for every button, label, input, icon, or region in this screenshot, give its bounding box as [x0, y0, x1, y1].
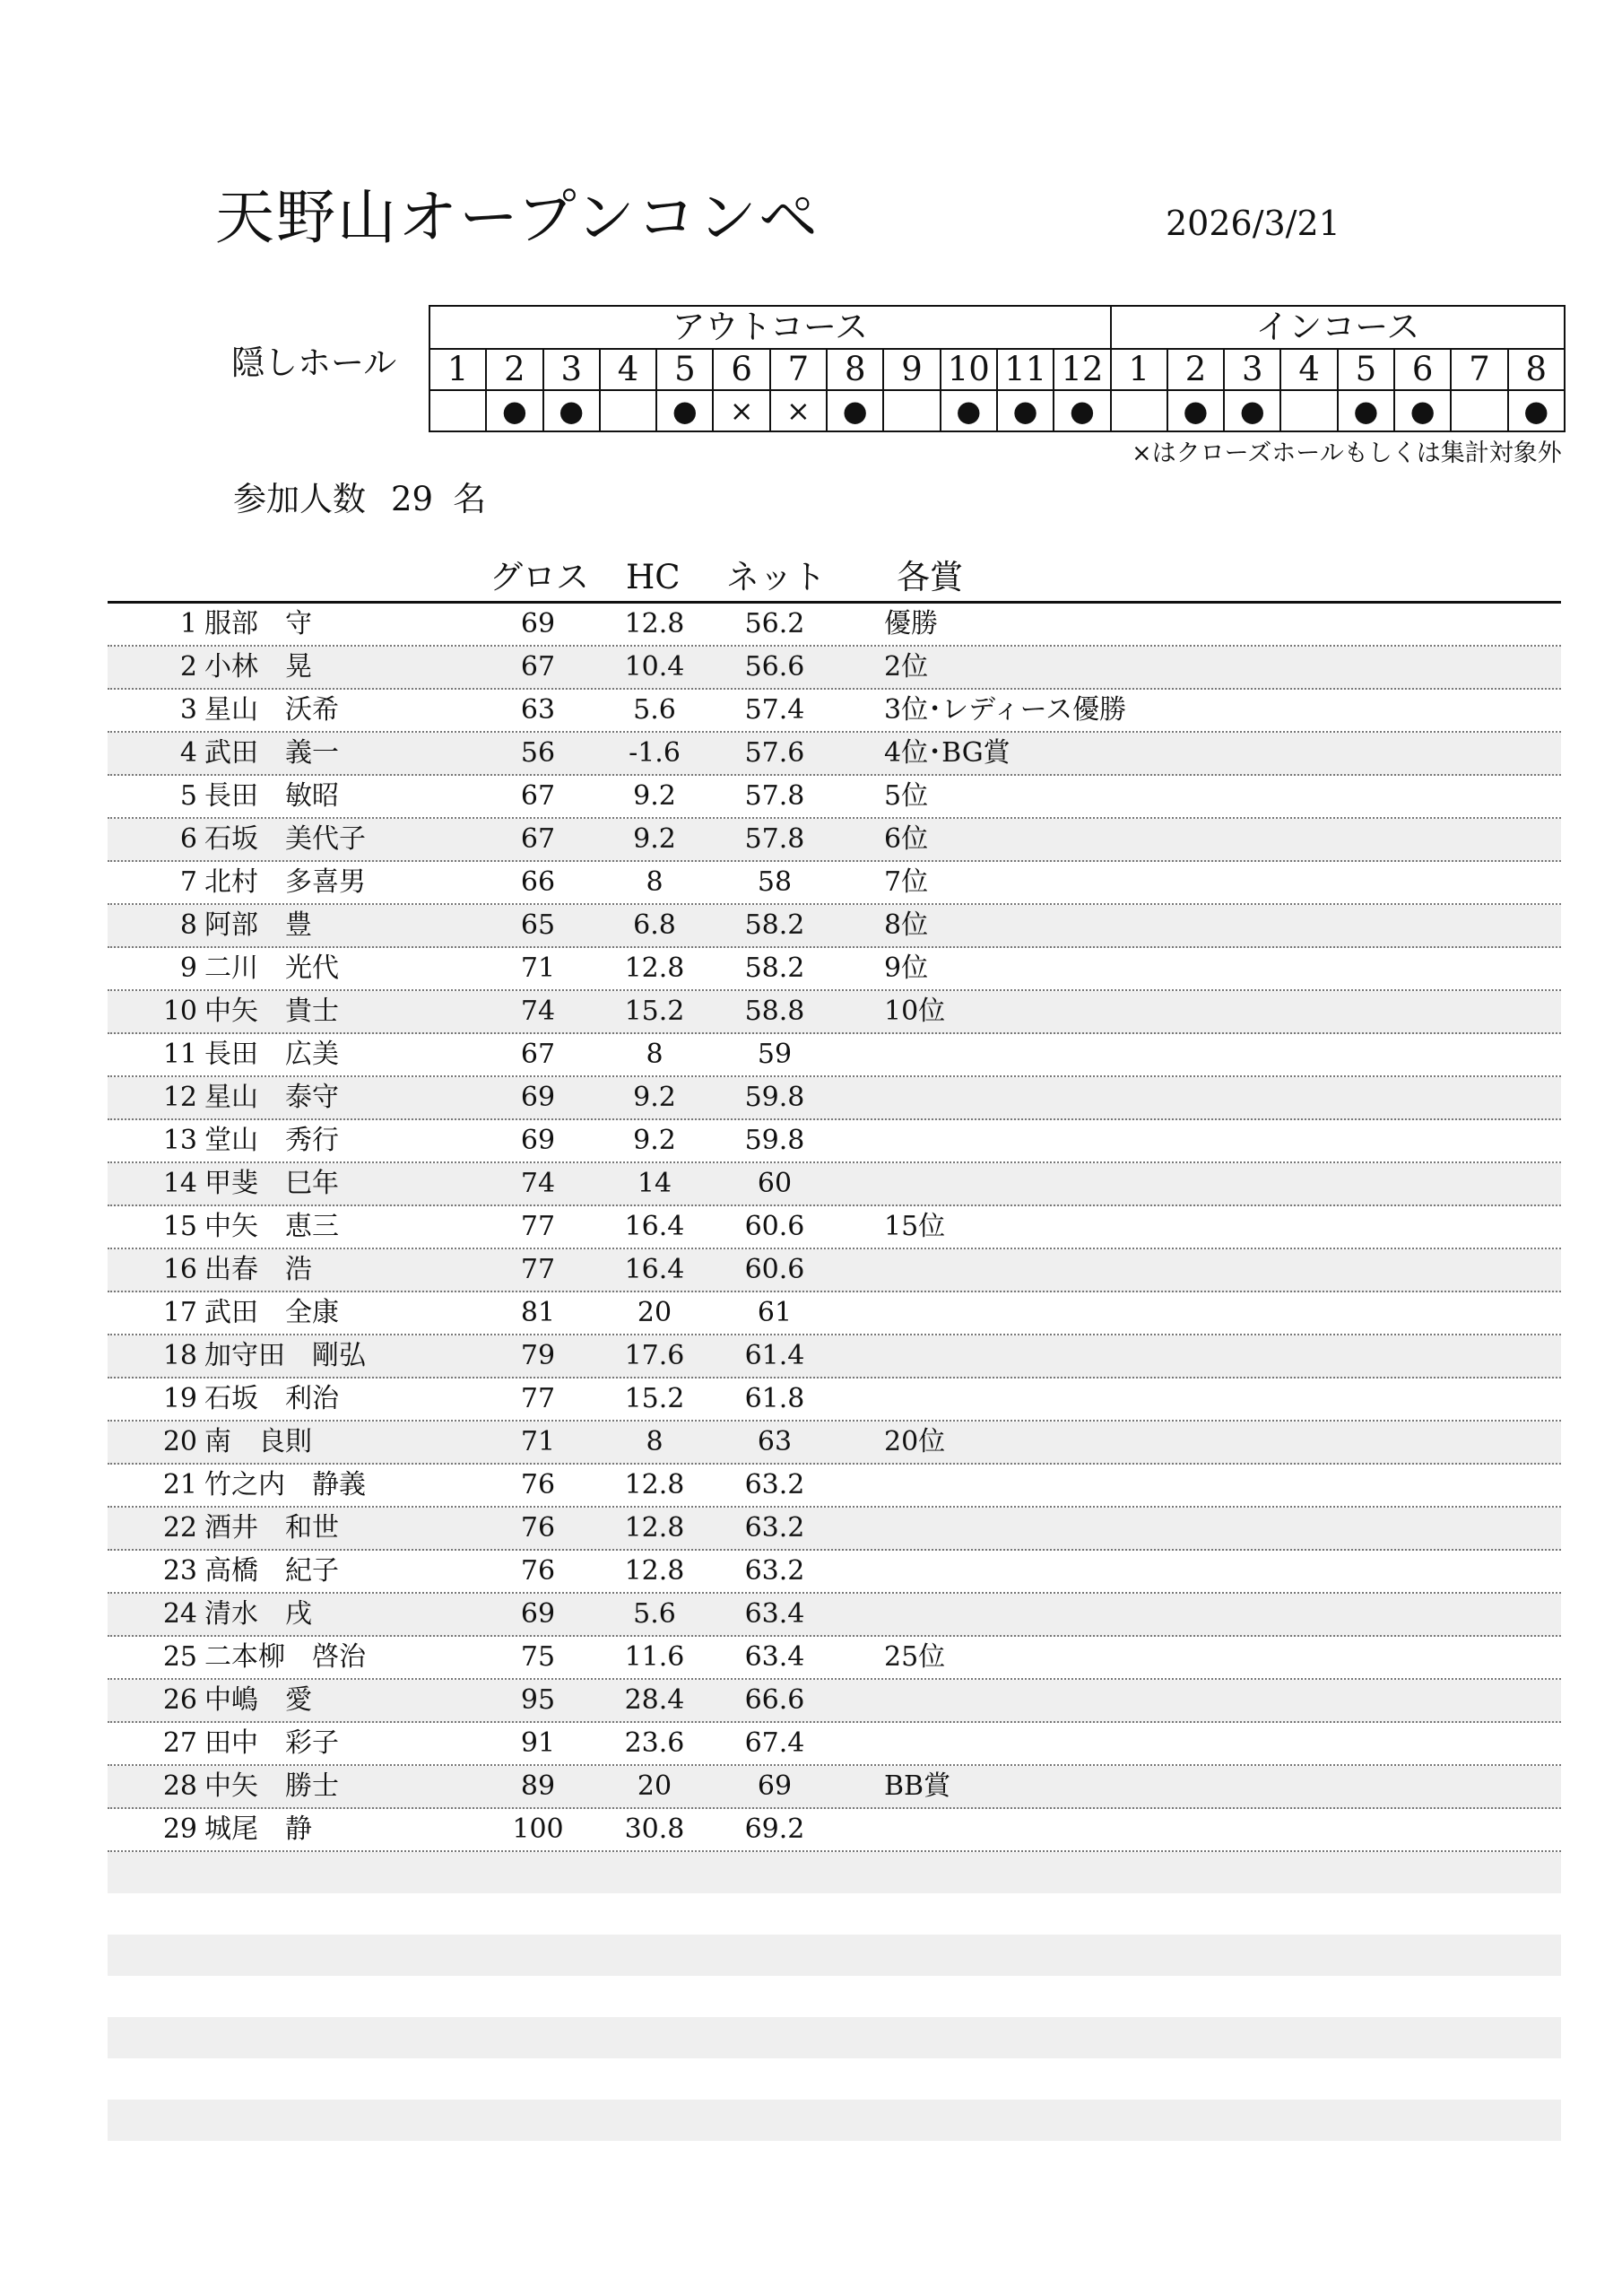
cell-award: 8位	[884, 909, 929, 941]
cell-net: 69	[757, 1770, 793, 1802]
out-hole-mark-2: ●	[486, 390, 542, 431]
cell-name: 小林 晃	[204, 651, 312, 683]
out-hole-mark-4	[600, 390, 656, 431]
cell-gross: 77	[520, 1254, 556, 1285]
table-row	[108, 647, 1561, 690]
cell-hc: 16.4	[624, 1211, 685, 1242]
table-row	[108, 1680, 1561, 1723]
cell-rank: 24	[162, 1598, 197, 1630]
cell-hc: 15.2	[624, 1383, 685, 1414]
cell-net: 63.2	[744, 1555, 805, 1587]
cell-gross: 77	[520, 1383, 556, 1414]
cell-gross: 69	[520, 1125, 556, 1156]
cell-rank: 5	[179, 780, 197, 812]
cell-gross: 76	[520, 1469, 556, 1500]
cell-award: 6位	[884, 823, 929, 855]
hidden-holes-table	[429, 305, 1566, 432]
results-column-headers	[108, 558, 1560, 597]
table-row	[108, 1034, 1561, 1077]
cell-rank: 22	[162, 1512, 197, 1544]
cell-rank: 10	[162, 996, 197, 1027]
cell-rank: 7	[179, 866, 197, 898]
cell-name: 阿部 豊	[204, 909, 312, 941]
cell-name: 中矢 貴士	[204, 996, 339, 1027]
cell-net: 67.4	[744, 1727, 805, 1759]
cell-rank: 9	[179, 952, 197, 984]
cell-award: 7位	[884, 866, 929, 898]
empty-row	[108, 2100, 1561, 2141]
table-row	[108, 1465, 1561, 1508]
cell-hc: 8	[646, 866, 664, 898]
in-hole-mark-2: ●	[1167, 390, 1224, 431]
cell-net: 58.2	[744, 909, 805, 941]
cell-hc: 11.6	[624, 1641, 685, 1673]
in-hole-mark-7	[1451, 390, 1507, 431]
cell-name: 南 良則	[204, 1426, 312, 1457]
cell-hc: 16.4	[624, 1254, 685, 1285]
cell-net: 63.2	[744, 1469, 805, 1500]
out-hole-2: 2	[486, 349, 542, 390]
table-row	[108, 604, 1561, 647]
cell-net: 61	[757, 1297, 793, 1328]
cell-net: 63	[757, 1426, 793, 1457]
cell-gross: 79	[520, 1340, 556, 1371]
cell-name: 甲斐 巳年	[204, 1168, 339, 1199]
cell-hc: 9.2	[633, 1125, 676, 1156]
cell-name: 中矢 恵三	[204, 1211, 339, 1242]
out-hole-9: 9	[883, 349, 940, 390]
table-row	[108, 733, 1561, 776]
cell-net: 58.2	[744, 952, 805, 984]
award-header: 各賞	[897, 558, 963, 596]
cell-gross: 71	[520, 1426, 556, 1457]
table-row	[108, 1422, 1561, 1465]
gross-header: グロス	[490, 558, 589, 596]
cell-name: 石坂 美代子	[204, 823, 366, 855]
cell-net: 60.6	[744, 1211, 805, 1242]
cell-hc: 10.4	[624, 651, 685, 683]
cell-rank: 20	[162, 1426, 197, 1457]
cell-hc: 6.8	[633, 909, 676, 941]
hc-header: HC	[626, 558, 681, 596]
cell-net: 63.4	[744, 1641, 805, 1673]
out-hole-5: 5	[656, 349, 713, 390]
cell-name: 武田 義一	[204, 737, 339, 769]
cell-name: 高橋 紀子	[204, 1555, 339, 1587]
out-hole-7: 7	[770, 349, 827, 390]
table-row	[108, 1249, 1561, 1292]
cell-name: 二川 光代	[204, 952, 339, 984]
cell-hc: 9.2	[633, 823, 676, 855]
cell-net: 57.4	[744, 694, 805, 726]
cell-award: 2位	[884, 651, 929, 683]
cell-rank: 4	[179, 737, 197, 769]
cell-rank: 14	[162, 1168, 197, 1199]
cell-hc: 20	[637, 1297, 672, 1328]
cell-rank: 1	[179, 608, 197, 639]
cell-gross: 77	[520, 1211, 556, 1242]
cell-hc: 30.8	[624, 1813, 685, 1845]
table-row	[108, 1809, 1561, 1852]
cell-name: 酒井 和世	[204, 1512, 339, 1544]
cell-net: 59.8	[744, 1125, 805, 1156]
cell-rank: 11	[162, 1039, 197, 1070]
cell-rank: 27	[162, 1727, 197, 1759]
cell-hc: 23.6	[624, 1727, 685, 1759]
table-row	[108, 991, 1561, 1034]
cell-rank: 21	[162, 1469, 197, 1500]
cell-gross: 89	[520, 1770, 556, 1802]
cell-net: 58.8	[744, 996, 805, 1027]
in-hole-mark-6: ●	[1394, 390, 1451, 431]
out-hole-mark-1	[429, 390, 486, 431]
cell-net: 57.6	[744, 737, 805, 769]
cell-name: 竹之内 静義	[204, 1469, 366, 1500]
cell-name: 北村 多喜男	[204, 866, 366, 898]
out-course-header: アウトコース	[429, 306, 1111, 349]
cell-hc: -1.6	[629, 737, 681, 769]
cell-net: 60.6	[744, 1254, 805, 1285]
in-hole-6: 6	[1394, 349, 1451, 390]
out-hole-mark-3: ●	[543, 390, 600, 431]
cell-gross: 56	[520, 737, 556, 769]
cell-gross: 95	[520, 1684, 556, 1716]
out-hole-mark-9	[883, 390, 940, 431]
table-row	[108, 1551, 1561, 1594]
cell-gross: 74	[520, 1168, 556, 1199]
cell-gross: 69	[520, 1082, 556, 1113]
in-hole-3: 3	[1224, 349, 1280, 390]
cell-gross: 67	[520, 780, 556, 812]
cell-name: 出春 浩	[204, 1254, 312, 1285]
cell-name: 星山 泰守	[204, 1082, 339, 1113]
table-row	[108, 948, 1561, 991]
cell-hc: 17.6	[624, 1340, 685, 1371]
cell-net: 61.8	[744, 1383, 805, 1414]
cell-hc: 12.8	[624, 1555, 685, 1587]
cell-gross: 74	[520, 996, 556, 1027]
out-hole-mark-12: ●	[1054, 390, 1110, 431]
cell-rank: 29	[162, 1813, 197, 1845]
cell-hc: 8	[646, 1426, 664, 1457]
cell-name: 星山 沃希	[204, 694, 339, 726]
out-hole-mark-8: ●	[827, 390, 883, 431]
cell-name: 武田 全康	[204, 1297, 339, 1328]
cell-net: 60	[757, 1168, 793, 1199]
cell-gross: 100	[512, 1813, 564, 1845]
page-title: 天野山オープンコンペ	[215, 183, 820, 252]
cell-net: 63.4	[744, 1598, 805, 1630]
cell-gross: 65	[520, 909, 556, 941]
cell-rank: 8	[179, 909, 197, 941]
empty-row	[108, 1852, 1561, 1893]
empty-row	[108, 1893, 1561, 1935]
cell-net: 57.8	[744, 823, 805, 855]
in-course-header: インコース	[1111, 306, 1565, 349]
cell-net: 58	[757, 866, 793, 898]
out-hole-3: 3	[543, 349, 600, 390]
cell-award: 15位	[884, 1211, 946, 1242]
cell-name: 中矢 勝士	[204, 1770, 339, 1802]
cell-hc: 20	[637, 1770, 672, 1802]
table-row	[108, 1077, 1561, 1120]
out-hole-8: 8	[827, 349, 883, 390]
table-row	[108, 1206, 1561, 1249]
cell-hc: 12.8	[624, 1469, 685, 1500]
participant-unit: 名	[453, 480, 487, 518]
in-hole-2: 2	[1167, 349, 1224, 390]
cell-hc: 28.4	[624, 1684, 685, 1716]
empty-row	[108, 2017, 1561, 2058]
cell-gross: 76	[520, 1512, 556, 1544]
cell-gross: 63	[520, 694, 556, 726]
table-row	[108, 1723, 1561, 1766]
out-hole-1: 1	[429, 349, 486, 390]
in-hole-mark-5: ●	[1338, 390, 1394, 431]
table-row	[108, 1335, 1561, 1378]
cell-name: 長田 敏昭	[204, 780, 339, 812]
closed-hole-note: ×はクローズホールもしくは集計対象外	[1132, 439, 1562, 467]
cell-award: 10位	[884, 996, 946, 1027]
cell-hc: 12.8	[624, 952, 685, 984]
cell-net: 63.2	[744, 1512, 805, 1544]
hole-mark-row	[429, 390, 1565, 431]
out-hole-12: 12	[1054, 349, 1110, 390]
in-hole-1: 1	[1111, 349, 1167, 390]
table-row	[108, 1594, 1561, 1637]
results-table	[108, 604, 1561, 2141]
out-hole-mark-5: ●	[656, 390, 713, 431]
event-date: 2026/3/21	[1166, 204, 1340, 243]
cell-name: 城尾 静	[204, 1813, 312, 1845]
cell-rank: 25	[162, 1641, 197, 1673]
cell-rank: 19	[162, 1383, 197, 1414]
out-hole-10: 10	[941, 349, 997, 390]
out-hole-6: 6	[713, 349, 769, 390]
cell-name: 服部 守	[204, 608, 312, 639]
participant-number: 29	[391, 480, 434, 518]
cell-name: 中嶋 愛	[204, 1684, 312, 1716]
cell-net: 57.8	[744, 780, 805, 812]
table-row	[108, 1292, 1561, 1335]
table-row	[108, 905, 1561, 948]
cell-award: 3位･レディース優勝	[884, 694, 1127, 726]
cell-rank: 26	[162, 1684, 197, 1716]
empty-row	[108, 1935, 1561, 1976]
hidden-holes-label: 隠しホール	[231, 344, 397, 382]
cell-rank: 17	[162, 1297, 197, 1328]
cell-hc: 15.2	[624, 996, 685, 1027]
cell-hc: 5.6	[633, 694, 676, 726]
cell-hc: 12.8	[624, 608, 685, 639]
cell-net: 56.2	[744, 608, 805, 639]
cell-award: 優勝	[884, 608, 938, 639]
cell-hc: 9.2	[633, 1082, 676, 1113]
in-hole-4: 4	[1280, 349, 1337, 390]
in-hole-mark-4	[1280, 390, 1337, 431]
cell-rank: 23	[162, 1555, 197, 1587]
cell-gross: 69	[520, 608, 556, 639]
table-row	[108, 862, 1561, 905]
participant-label: 参加人数	[233, 480, 366, 518]
cell-gross: 71	[520, 952, 556, 984]
cell-rank: 16	[162, 1254, 197, 1285]
cell-hc: 14	[637, 1168, 672, 1199]
course-header-row	[429, 306, 1565, 349]
empty-row	[108, 1976, 1561, 2017]
out-hole-11: 11	[997, 349, 1054, 390]
cell-name: 長田 広美	[204, 1039, 339, 1070]
cell-name: 石坂 利治	[204, 1383, 339, 1414]
table-row	[108, 1378, 1561, 1422]
table-row	[108, 1508, 1561, 1551]
cell-net: 56.6	[744, 651, 805, 683]
cell-rank: 12	[162, 1082, 197, 1113]
cell-rank: 2	[179, 651, 197, 683]
cell-gross: 81	[520, 1297, 556, 1328]
table-row	[108, 776, 1561, 819]
table-row	[108, 1163, 1561, 1206]
cell-award: 5位	[884, 780, 929, 812]
cell-gross: 67	[520, 823, 556, 855]
out-hole-mark-11: ●	[997, 390, 1054, 431]
cell-rank: 6	[179, 823, 197, 855]
cell-net: 59	[757, 1039, 793, 1070]
cell-net: 61.4	[744, 1340, 805, 1371]
net-header: ネット	[726, 558, 826, 596]
cell-gross: 75	[520, 1641, 556, 1673]
out-hole-mark-6: ×	[713, 390, 769, 431]
cell-award: 25位	[884, 1641, 946, 1673]
cell-name: 田中 彩子	[204, 1727, 339, 1759]
cell-award: BB賞	[884, 1770, 951, 1802]
cell-gross: 67	[520, 1039, 556, 1070]
cell-rank: 18	[162, 1340, 197, 1371]
cell-award: 4位･BG賞	[884, 737, 1010, 769]
hole-number-row	[429, 349, 1565, 390]
cell-name: 堂山 秀行	[204, 1125, 339, 1156]
cell-hc: 5.6	[633, 1598, 676, 1630]
cell-name: 二本柳 啓治	[204, 1641, 366, 1673]
cell-net: 59.8	[744, 1082, 805, 1113]
table-row	[108, 1766, 1561, 1809]
cell-gross: 76	[520, 1555, 556, 1587]
out-hole-mark-7: ×	[770, 390, 827, 431]
table-row	[108, 690, 1561, 733]
cell-award: 9位	[884, 952, 929, 984]
cell-gross: 67	[520, 651, 556, 683]
cell-gross: 69	[520, 1598, 556, 1630]
cell-hc: 9.2	[633, 780, 676, 812]
cell-rank: 28	[162, 1770, 197, 1802]
table-row	[108, 1637, 1561, 1680]
out-hole-4: 4	[600, 349, 656, 390]
in-hole-7: 7	[1451, 349, 1507, 390]
cell-hc: 8	[646, 1039, 664, 1070]
cell-net: 66.6	[744, 1684, 805, 1716]
cell-rank: 15	[162, 1211, 197, 1242]
cell-rank: 3	[179, 694, 197, 726]
cell-hc: 12.8	[624, 1512, 685, 1544]
in-hole-mark-3: ●	[1224, 390, 1280, 431]
participant-count	[233, 480, 487, 518]
cell-gross: 66	[520, 866, 556, 898]
table-row	[108, 819, 1561, 862]
cell-award: 20位	[884, 1426, 946, 1457]
in-hole-mark-8: ●	[1508, 390, 1565, 431]
in-hole-8: 8	[1508, 349, 1565, 390]
in-hole-5: 5	[1338, 349, 1394, 390]
table-row	[108, 1120, 1561, 1163]
cell-name: 加守田 剛弘	[204, 1340, 366, 1371]
cell-gross: 91	[520, 1727, 556, 1759]
cell-name: 清水 戌	[204, 1598, 312, 1630]
in-hole-mark-1	[1111, 390, 1167, 431]
cell-rank: 13	[162, 1125, 197, 1156]
out-hole-mark-10: ●	[941, 390, 997, 431]
empty-row	[108, 2058, 1561, 2100]
cell-net: 69.2	[744, 1813, 805, 1845]
